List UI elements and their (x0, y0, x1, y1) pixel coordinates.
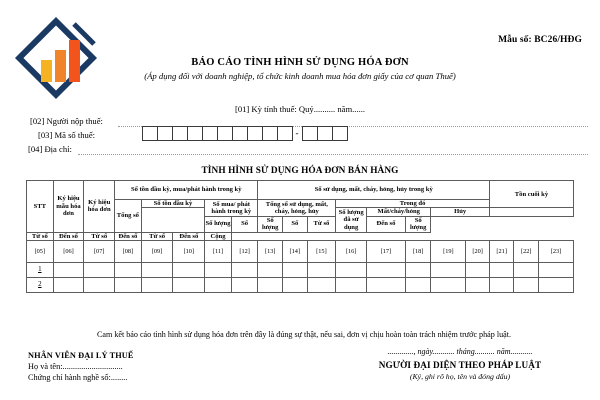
column-code-cell: [18] (405, 240, 431, 262)
col-sd-tu-so: Từ số (141, 232, 173, 240)
column-code-cell: [19] (431, 240, 466, 262)
tax-code-digit[interactable] (262, 126, 278, 141)
tax-code-digit[interactable] (302, 126, 318, 141)
data-cell[interactable] (173, 277, 205, 292)
data-cell[interactable] (514, 262, 539, 277)
tax-code-digit[interactable] (217, 126, 233, 141)
data-cell[interactable] (205, 277, 232, 292)
data-cell[interactable] (366, 262, 405, 277)
section-title: TÌNH HÌNH SỬ DỤNG HÓA ĐƠN BÁN HÀNG (201, 166, 399, 176)
column-code-cell: [11] (205, 240, 232, 262)
data-cell[interactable] (141, 277, 173, 292)
column-code-cell: [10] (173, 240, 205, 262)
commitment-text: Cam kết báo cáo tình hình sử dụng hóa đơn trên đây là đúng sự thật, nếu sai, đơn vị chịu hoàn toàn trách nhiệm trước pháp luật. (97, 330, 511, 339)
group-su-dung: Số sử dụng, mất, cháy, hỏng, hủy trong kỳ (258, 181, 489, 200)
data-cell[interactable] (258, 277, 283, 292)
col-huy-so-luong: Số lượng (258, 216, 283, 232)
col-cuoi-den-so: Đến số (366, 216, 405, 232)
tax-code-group-suffix[interactable] (302, 126, 347, 141)
tax-code-digit[interactable] (232, 126, 248, 141)
data-cell[interactable] (84, 277, 115, 292)
col-stt: STT (27, 181, 54, 233)
col-so-ton-dau-ky-sub (141, 208, 205, 232)
row-index-cell: 1 (27, 262, 54, 277)
form-code-label: Mẫu số: BC26/HĐG (498, 35, 582, 45)
column-code-cell: [16] (336, 240, 367, 262)
tax-code-digit[interactable] (157, 126, 173, 141)
data-cell[interactable] (431, 262, 466, 277)
data-cell[interactable] (466, 277, 490, 292)
col-ton-den-so: Đến số (53, 232, 84, 240)
data-cell[interactable] (336, 277, 367, 292)
col-ton-cuoi-ky-sub (489, 208, 573, 216)
col-tong-so: Tổng số (115, 200, 142, 233)
col-tong-so-su-dung: Tổng số sử dụng, mất, cháy, hỏng, hủy (258, 200, 336, 217)
col-ky-hieu-mau: Ký hiệu mẫu hóa đơn (53, 181, 84, 233)
legal-rep-note: (Ký, ghi rõ họ, tên và đóng dấu) (409, 371, 511, 381)
tax-code-separator: - (295, 128, 299, 138)
address-label: [04] Địa chỉ: (28, 144, 72, 154)
col-mua-den-so: Đến số (115, 232, 142, 240)
invoice-usage-table (26, 180, 574, 293)
table-header-row-1 (27, 181, 574, 200)
data-cell[interactable] (141, 262, 173, 277)
group-trong-do: Trong đó (336, 200, 490, 208)
tax-code-digit[interactable] (202, 126, 218, 141)
tax-code-group-primary[interactable] (142, 126, 292, 141)
col-so-ton-dau-ky: Số tồn đầu kỳ (141, 200, 205, 208)
data-cell[interactable] (258, 262, 283, 277)
tax-code-label: [03] Mã số thuế: (38, 130, 96, 140)
column-code-cell: [23] (539, 240, 574, 262)
column-code-cell: [13] (258, 240, 283, 262)
data-cell[interactable] (231, 277, 258, 292)
tax-code-boxes[interactable] (142, 126, 347, 141)
col-sd-cong: Cộng (205, 232, 232, 240)
data-cell[interactable] (283, 277, 308, 292)
data-cell[interactable] (489, 277, 514, 292)
data-cell[interactable] (53, 262, 84, 277)
data-cell[interactable] (489, 262, 514, 277)
col-so-mua-phat-hanh: Số mua/ phát hành trong kỳ (205, 200, 258, 217)
data-cell[interactable] (539, 277, 574, 292)
legal-rep-role: NGƯỜI ĐẠI DIỆN THEO PHÁP LUẬT (378, 359, 542, 370)
column-code-cell: [07] (84, 240, 115, 262)
data-cell[interactable] (539, 262, 574, 277)
column-code-cell: [14] (283, 240, 308, 262)
col-so-luong-da-su-dung: Số lượng đã sử dụng (336, 208, 367, 232)
data-cell[interactable] (336, 262, 367, 277)
column-code-cell: [21] (489, 240, 514, 262)
column-code-cell: [15] (307, 240, 336, 262)
col-mat-so-luong: Số lượng (205, 216, 232, 232)
tax-code-digit[interactable] (247, 126, 263, 141)
column-code-cell: [06] (53, 240, 84, 262)
data-cell[interactable] (115, 262, 142, 277)
row-index-cell: 2 (27, 277, 54, 292)
col-huy-so: Số (283, 216, 308, 232)
page-subtitle: (Áp dụng đối với doanh nghiệp, tổ chức kinh doanh mua hóa đơn giấy của cơ quan Thuế) (144, 71, 456, 81)
tax-code-digit[interactable] (172, 126, 188, 141)
tax-agent-signature-block (28, 351, 134, 384)
tax-period-field[interactable]: [01] Kỳ tính thuế: Quý.......... năm...... (234, 104, 366, 114)
tax-code-digit[interactable] (317, 126, 333, 141)
table-row[interactable] (27, 262, 574, 277)
col-mat-so: Số (231, 216, 258, 232)
column-code-cell: [08] (115, 240, 142, 262)
data-cell[interactable] (173, 262, 205, 277)
col-mua-tu-so: Từ số (84, 232, 115, 240)
col-cuoi-so-luong: Số lượng (405, 216, 431, 232)
col-cuoi-tu-so: Từ số (307, 216, 336, 232)
data-cell[interactable] (283, 262, 308, 277)
col-sd-den-so: Đến số (173, 232, 205, 240)
table-row[interactable] (27, 277, 574, 292)
data-cell[interactable] (231, 262, 258, 277)
data-cell[interactable] (405, 277, 431, 292)
tax-code-digit[interactable] (277, 126, 293, 141)
data-cell[interactable] (466, 262, 490, 277)
table-subheader-range-row (27, 232, 574, 240)
data-cell[interactable] (307, 262, 336, 277)
data-cell[interactable] (431, 277, 466, 292)
tax-code-digit[interactable] (332, 126, 348, 141)
data-cell[interactable] (514, 277, 539, 292)
tax-code-digit[interactable] (187, 126, 203, 141)
data-cell[interactable] (84, 262, 115, 277)
group-ton-dau-ky: Số tồn đầu kỳ, mua/phát hành trong kỳ (115, 181, 258, 200)
page-title: BÁO CÁO TÌNH HÌNH SỬ DỤNG HÓA ĐƠN (191, 57, 409, 68)
col-huy: Hủy (431, 208, 489, 216)
tax-agent-cert-field[interactable]: Chứng chỉ hành nghề số:........ (28, 372, 128, 382)
col-ton-tu-so: Từ số (27, 232, 54, 240)
col-ky-hieu-hoa-don: Ký hiệu hóa đơn (84, 181, 115, 233)
data-cell[interactable] (405, 262, 431, 277)
column-code-cell: [09] (141, 240, 173, 262)
column-code-cell: [05] (27, 240, 54, 262)
legal-rep-signature-block (330, 347, 590, 382)
signature-date-field[interactable]: ............., ngày........... tháng.......... năm........... (387, 347, 533, 356)
column-code-cell: [12] (231, 240, 258, 262)
data-cell[interactable] (205, 262, 232, 277)
column-code-cell: [17] (366, 240, 405, 262)
data-cell[interactable] (307, 277, 336, 292)
data-cell[interactable] (115, 277, 142, 292)
tax-code-digit[interactable] (142, 126, 158, 141)
col-mat-chay-hong: Mất/cháy/hỏng (366, 208, 431, 216)
table-code-row (27, 240, 574, 262)
tax-agent-name-field[interactable]: Họ và tên:............................. (28, 361, 123, 371)
tax-agent-role: NHÂN VIÊN ĐẠI LÝ THUẾ (28, 351, 134, 360)
column-code-cell: [22] (514, 240, 539, 262)
data-cell[interactable] (366, 277, 405, 292)
data-cell[interactable] (53, 277, 84, 292)
taxpayer-name-label: [02] Người nộp thuế: (30, 116, 103, 126)
address-input[interactable] (78, 154, 588, 155)
column-code-cell: [20] (466, 240, 490, 262)
group-ton-cuoi-ky: Tồn cuối kỳ (489, 181, 573, 208)
